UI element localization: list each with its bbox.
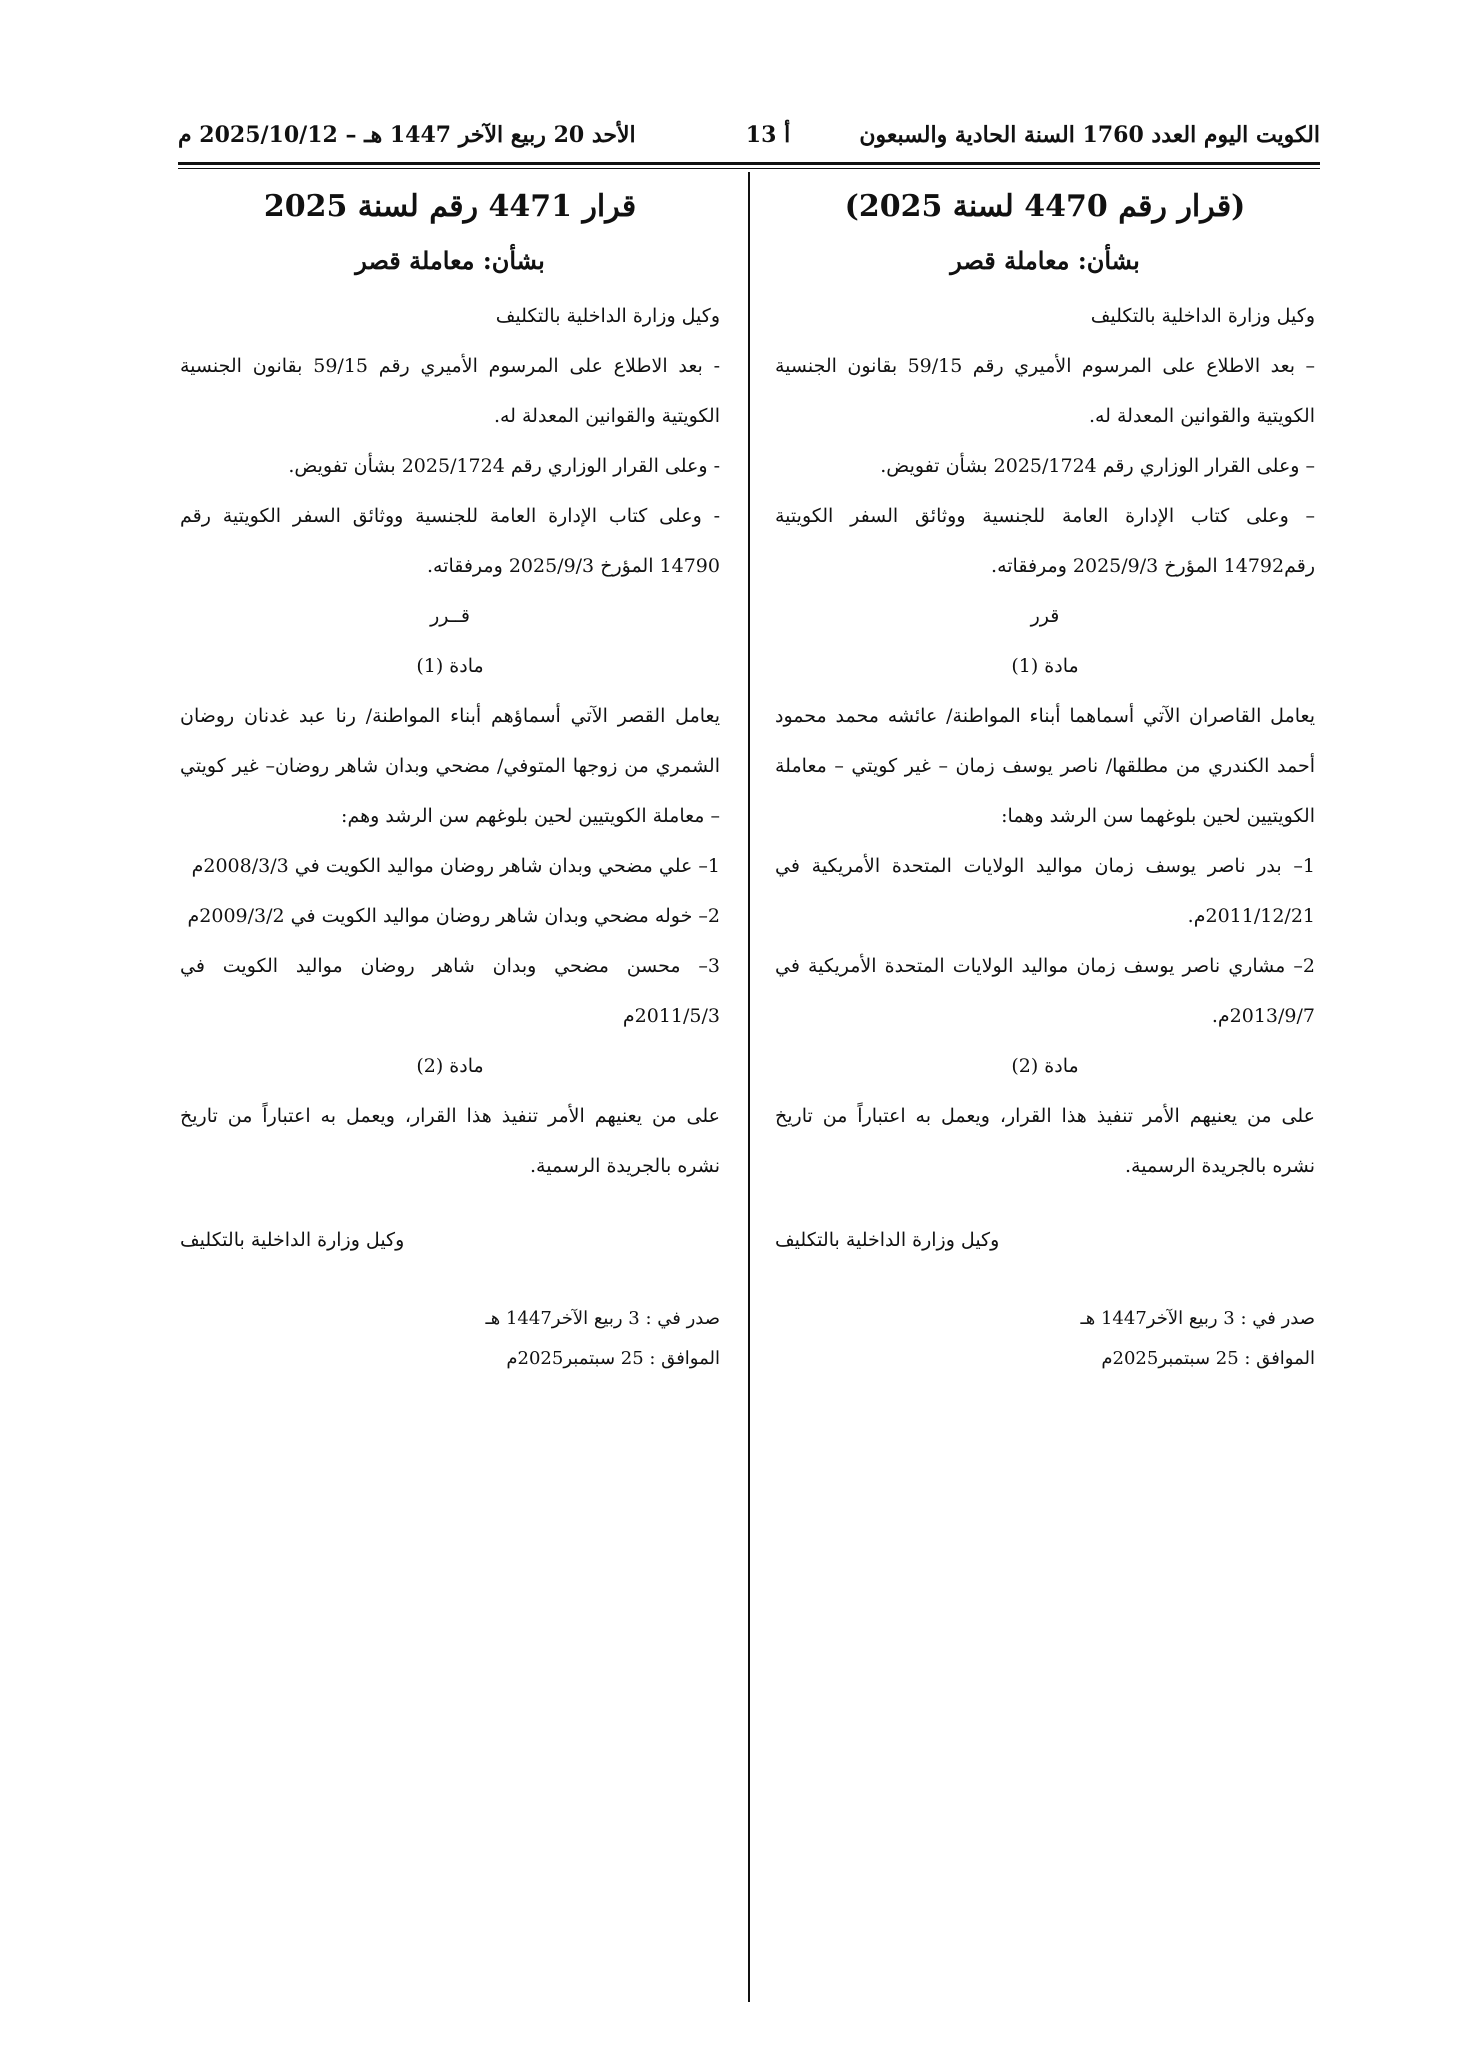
article-1-heading: مادة (1) (416, 655, 484, 677)
decision-issuer: وكيل وزارة الداخلية بالتكليف (495, 305, 720, 327)
decision-4470-column (775, 185, 1315, 1379)
decision-4471-column (180, 185, 720, 1379)
header-date: الأحد 20 ربيع الآخر 1447 هـ – 2025/10/12 م (178, 122, 636, 148)
decision-title: قرار 4471 رقم لسنة 2025 (263, 189, 637, 224)
preamble-item: – وعلى كتاب الإدارة العامة للجنسية ووثائق السفر الكويتية رقم14792 المؤرخ 2025/9/3 ومرفقاته. (775, 505, 1315, 577)
decided-heading: قرر (1030, 605, 1060, 627)
issued-gregorian: الموافق : 25 سبتمبر2025م (1101, 1348, 1315, 1369)
issued-hijri: صدر في : 3 ربيع الآخر1447 هـ (485, 1308, 720, 1329)
article-2-text: على من يعنيهم الأمر تنفيذ هذا القرار، ويعمل به اعتباراً من تاريخ نشره بالجريدة الرسمية. (775, 1105, 1315, 1177)
header-issue-info: الكويت اليوم العدد 1760 السنة الحادية والسبعون (859, 122, 1320, 148)
article-1-item: 2– خوله مضحي وبدان شاهر روضان مواليد الكويت في 2009/3/2م (187, 905, 720, 927)
preamble-item: - وعلى كتاب الإدارة العامة للجنسية ووثائق السفر الكويتية رقم 14790 المؤرخ 2025/9/3 ومرفقاته. (180, 505, 720, 577)
article-1-item: 1– علي مضحي وبدان شاهر روضان مواليد الكويت في 2008/3/3م (191, 855, 720, 877)
preamble-item: – وعلى القرار الوزاري رقم 2025/1724 بشأن تفويض. (880, 455, 1315, 477)
preamble-item: - بعد الاطلاع على المرسوم الأميري رقم 59/15 بقانون الجنسية الكويتية والقوانين المعدلة له. (180, 355, 720, 427)
column-divider (748, 172, 750, 2002)
header-rule-thin (178, 168, 1320, 169)
header-rule-thick (178, 162, 1320, 165)
article-1-text: يعامل القاصران الآتي أسماهما أبناء المواطنة/ عائشه محمد محمود أحمد الكندري من مطلقها/ ناصر يوسف زمان – غير كويتي – معاملة الكويتيين لحين بلوغهما سن الرشد وهما: (775, 705, 1315, 827)
signature: وكيل وزارة الداخلية بالتكليف (775, 1229, 1000, 1251)
article-2-heading: مادة (2) (416, 1055, 484, 1077)
issued-hijri: صدر في : 3 ربيع الآخر1447 هـ (1080, 1308, 1315, 1329)
decision-subject: بشأن: معاملة قصر (950, 246, 1140, 275)
decision-subject: بشأن: معاملة قصر (355, 246, 545, 275)
issued-gregorian: الموافق : 25 سبتمبر2025م (506, 1348, 720, 1369)
preamble-item: - وعلى القرار الوزاري رقم 2025/1724 بشأن تفويض. (288, 455, 720, 477)
article-1-heading: مادة (1) (1011, 655, 1079, 677)
signature: وكيل وزارة الداخلية بالتكليف (180, 1229, 405, 1251)
article-1-text: يعامل القصر الآتي أسماؤهم أبناء المواطنة/ رنا عبد غدنان روضان الشمري من زوجها المتوفي/ مضحي وبدان شاهر روضان– غير كويتي – معاملة الكويتيين لحين بلوغهم سن الرشد وهم: (180, 705, 720, 827)
header-page-number: أ 13 (745, 122, 791, 148)
article-1-item: 2– مشاري ناصر يوسف زمان مواليد الولايات المتحدة الأمريكية في 2013/9/7م. (775, 955, 1315, 1027)
page-header (178, 122, 1320, 156)
article-2-text: على من يعنيهم الأمر تنفيذ هذا القرار، ويعمل به اعتباراً من تاريخ نشره بالجريدة الرسمية. (180, 1105, 720, 1177)
article-1-item: 1– بدر ناصر يوسف زمان مواليد الولايات المتحدة الأمريكية في 2011/12/21م. (775, 855, 1315, 927)
decided-heading: قــرر (430, 605, 470, 627)
decision-title: (قرار رقم 4470 لسنة 2025) (844, 189, 1246, 224)
article-1-item: 3– محسن مضحي وبدان شاهر روضان مواليد الكويت في 2011/5/3م (180, 955, 720, 1027)
preamble-item: – بعد الاطلاع على المرسوم الأميري رقم 59/15 بقانون الجنسية الكويتية والقوانين المعدلة له. (775, 355, 1315, 427)
article-2-heading: مادة (2) (1011, 1055, 1079, 1077)
decision-issuer: وكيل وزارة الداخلية بالتكليف (1090, 305, 1315, 327)
